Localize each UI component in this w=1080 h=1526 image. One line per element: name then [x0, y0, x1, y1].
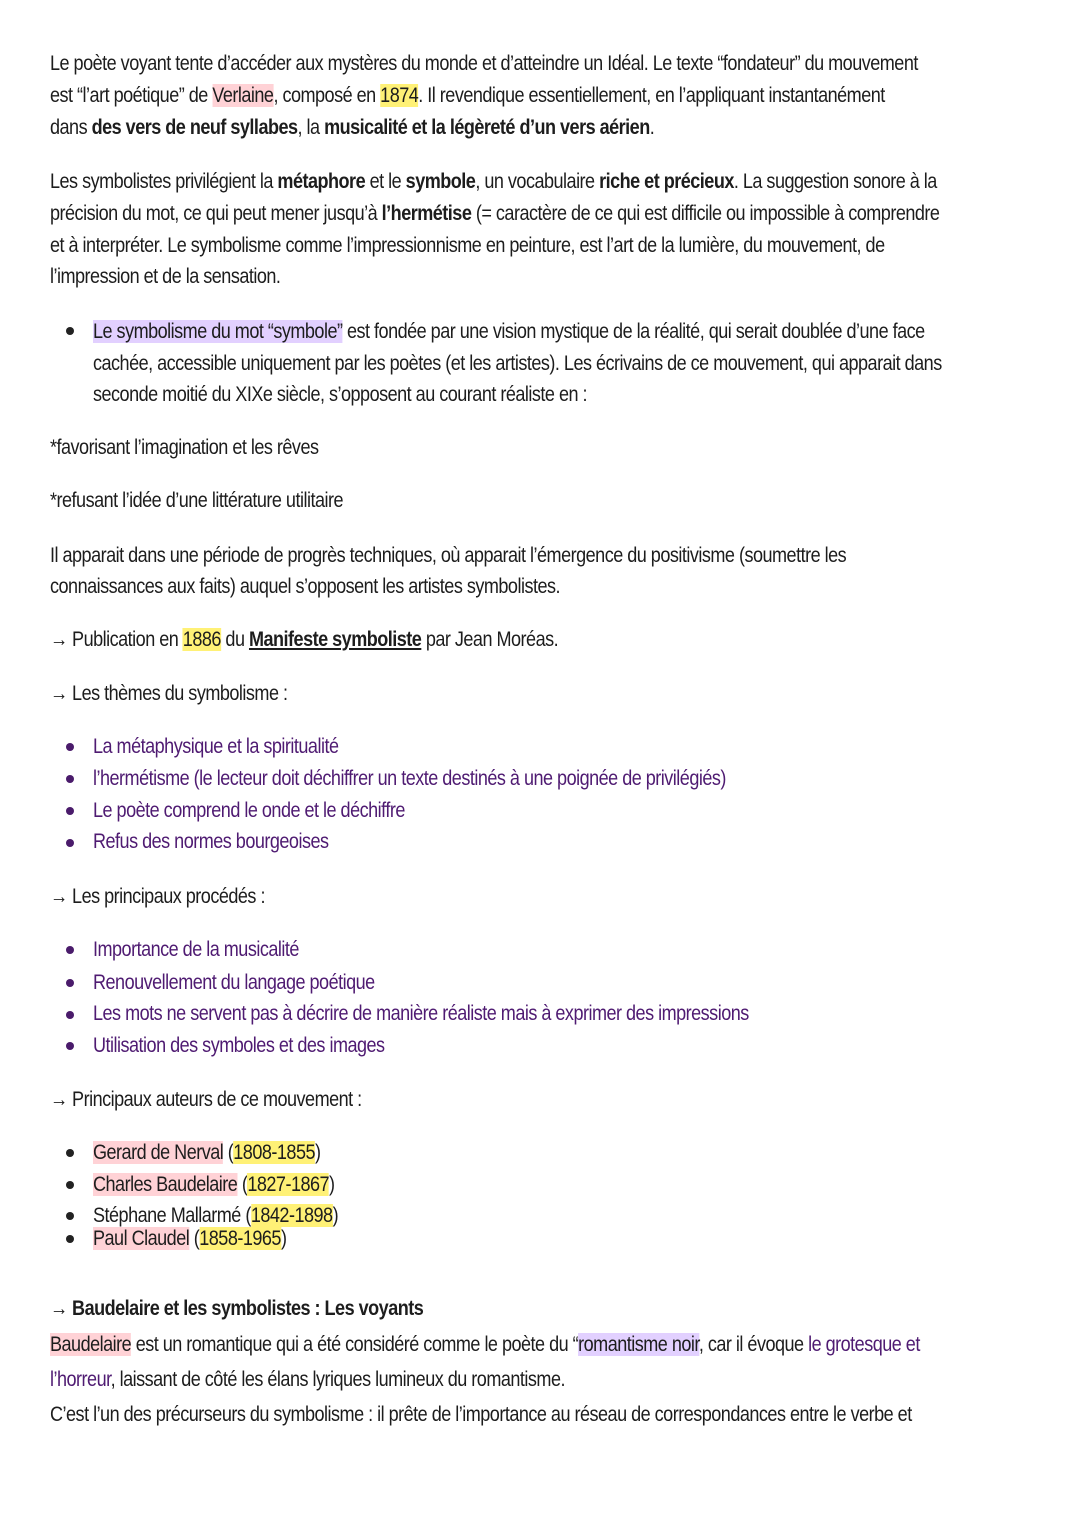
symbole-line-3: seconde moitié du XIXe siècle, s’opposent au courant réaliste en : [93, 383, 588, 406]
p3-line-2: connaissances aux faits) auquel s’opposent les artistes symbolistes. [50, 575, 561, 598]
theme-item: La métaphysique et la spiritualité [93, 735, 339, 758]
publication-line: → Publication en 1886 du Manifeste symboliste par Jean Moréas. [50, 628, 559, 651]
p2-line-3: et à interpréter. Le symbolisme comme l’impressionnisme en peinture, est l’art de la lumière, du mouvement, de [50, 234, 885, 257]
p2-line-2: précision du mot, ce qui peut mener jusqu’à l’hermétise (= caractère de ce qui est difficile ou impossible à comprendre [50, 202, 940, 225]
bullet-dot [66, 1011, 74, 1019]
auteur-item: Stéphane Mallarmé (1842-1898) [93, 1204, 339, 1227]
procedes-heading: → Les principaux procédés : [50, 885, 265, 908]
bullet-dot [66, 946, 74, 954]
bullet-dot [66, 1149, 74, 1157]
highlight-verlaine: Verlaine [212, 84, 274, 107]
star-item-2: *refusant l’idée d’une littérature utilitaire [50, 489, 344, 512]
arrow-icon: → [50, 628, 68, 651]
highlight-romantisme-noir: romantisme noir [578, 1333, 699, 1356]
bullet-dot [66, 327, 74, 335]
arrow-icon: → [50, 682, 68, 705]
p2-line-1: Les symbolistes privilégient la métaphore et le symbole, un vocabulaire riche et précieux. La suggestion sonore à la [50, 170, 937, 193]
highlight-baudelaire: Baudelaire [50, 1333, 132, 1356]
symbole-line-1: Le symbolisme du mot “symbole” est fondée par une vision mystique de la réalité, qui serait doublée d’une face [93, 320, 925, 343]
bullet-dot [66, 979, 74, 987]
arrow-icon: → [50, 1297, 68, 1320]
themes-heading: → Les thèmes du symbolisme : [50, 682, 288, 705]
bullet-dot [66, 743, 74, 751]
bullet-dot [66, 1235, 74, 1243]
auteur-item: Charles Baudelaire (1827-1867) [93, 1173, 335, 1196]
procede-item: Importance de la musicalité [93, 938, 299, 961]
intro-line-3: dans des vers de neuf syllabes, la musicalité et la légèreté d’un vers aérien. [50, 116, 655, 139]
highlight-year-1874: 1874 [380, 84, 419, 107]
theme-item: Refus des normes bourgeoises [93, 830, 329, 853]
symbole-line-2: cachée, accessible uniquement par les poètes (et les artistes). Les écrivains de ce mouvement, qui apparait dans [93, 352, 942, 375]
arrow-icon: → [50, 885, 68, 908]
auteur-item: Gerard de Nerval (1808-1855) [93, 1141, 321, 1164]
baudelaire-heading: → Baudelaire et les symbolistes : Les voyants [50, 1297, 424, 1320]
procede-item: Renouvellement du langage poétique [93, 971, 375, 994]
intro-line-2: est “l’art poétique” de Verlaine, composé en 1874. Il revendique essentiellement, en l’appliquant instantanément [50, 84, 885, 107]
theme-item: Le poète comprend le onde et le déchiffre [93, 799, 405, 822]
bullet-dot [66, 1042, 74, 1050]
procede-item: Les mots ne servent pas à décrire de manière réaliste mais à exprimer des impressions [93, 1002, 749, 1025]
theme-item: l’hermétisme (le lecteur doit déchiffrer un texte destinés à une poignée de privilégiés) [93, 767, 726, 790]
baudelaire-line-1: Baudelaire est un romantique qui a été considéré comme le poète du “romantisme noir, car il évoque le grotesque et [50, 1333, 920, 1356]
bullet-dot [66, 1212, 74, 1220]
manifeste-title: Manifeste symboliste [248, 628, 422, 651]
bullet-dot [66, 839, 74, 847]
bullet-dot [66, 1181, 74, 1189]
intro-line-1: Le poète voyant tente d’accéder aux mystères du monde et d’atteindre un Idéal. Le texte “fondateur” du mouvement [50, 52, 918, 75]
star-item-1: *favorisant l’imagination et les rêves [50, 436, 319, 459]
baudelaire-line-3: C’est l’un des précurseurs du symbolisme : il prête de l’importance au réseau de correspondances entre le verbe et [50, 1403, 912, 1426]
highlight-symbole: Le symbolisme du mot “symbole” [93, 320, 343, 343]
p3-line-1: Il apparait dans une période de progrès techniques, où apparait l’émergence du positivisme (soumettre les [50, 544, 847, 567]
baudelaire-line-2: l’horreur, laissant de côté les élans lyriques lumineux du romantisme. [50, 1368, 565, 1391]
procede-item: Utilisation des symboles et des images [93, 1034, 385, 1057]
bullet-dot [66, 775, 74, 783]
bullet-dot [66, 807, 74, 815]
arrow-icon: → [50, 1088, 68, 1111]
auteur-item: Paul Claudel (1858-1965) [93, 1227, 287, 1250]
highlight-year-1886: 1886 [182, 628, 221, 651]
p2-line-4: l’impression et de la sensation. [50, 265, 281, 288]
auteurs-heading: → Principaux auteurs de ce mouvement : [50, 1088, 362, 1111]
